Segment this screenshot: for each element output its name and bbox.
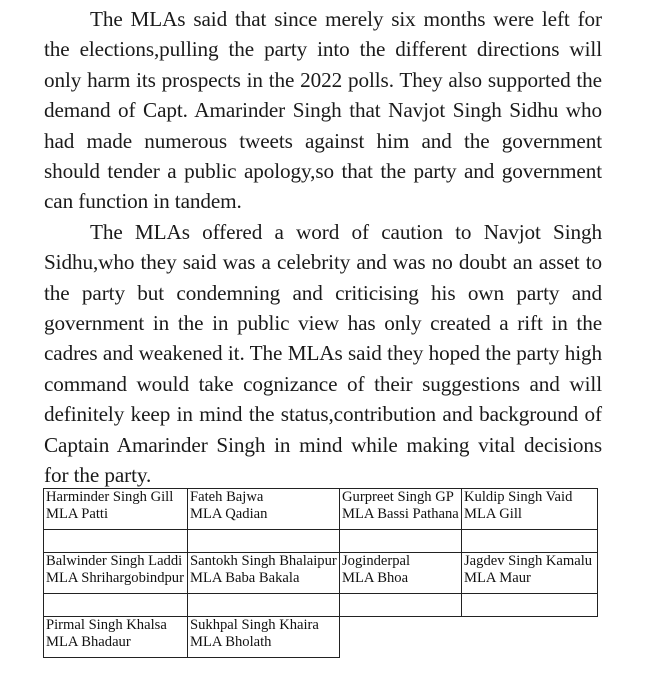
signatory-name: Santokh Singh Bhalaipur	[190, 553, 337, 569]
signatory-cell	[462, 553, 598, 594]
signatory-title: MLA Bhadaur	[46, 634, 131, 650]
paragraph: The MLAs said that since merely six months were left for the elections,pulling the party into the different directions will only harm its prospects in the 2022 polls. They also supported the demand of Capt. Amarinder Singh that Navjot Singh Sidhu who had made numerous tweets against him and the government should tender a public apology,so that the party and government can function in tandem.	[44, 7, 602, 214]
signatory-title: MLA Maur	[464, 570, 531, 586]
signatory-cell	[44, 489, 188, 530]
signatory-title: MLA Patti	[46, 506, 109, 522]
signatory-name: Pirmal Singh Khalsa	[46, 617, 167, 633]
signatory-name: Joginderpal	[342, 553, 411, 569]
paragraph: The MLAs offered a word of caution to Navjot Singh Sidhu,who they said was a celebrity and was no doubt an asset to the party but condemning and criticising his own party and government in the in public view has only created a rift in the cadres and weakened it. The MLAs said they hoped the party high command would take cognizance of their suggestions and will definitely keep in mind the status,contribution and background of Captain Amarinder Singh in mind while making vital decisions for the party.	[44, 219, 602, 488]
signatories-row	[44, 489, 598, 530]
signatory-title: MLA Baba Bakala	[190, 570, 300, 586]
signatory-cell	[188, 617, 340, 658]
signatories-row	[44, 617, 598, 658]
signatory-cell	[44, 617, 188, 658]
signatories-table	[43, 488, 598, 658]
signatory-title: MLA Shrihargobindpur	[46, 570, 184, 586]
signatory-cell	[44, 553, 188, 594]
signatories-row	[44, 553, 598, 594]
signatory-name: Gurpreet Singh GP	[342, 489, 454, 505]
signatory-name: Fateh Bajwa	[190, 489, 264, 505]
signatory-name: Sukhpal Singh Khaira	[190, 617, 319, 633]
signatory-title: MLA Bholath	[190, 634, 272, 650]
signatory-cell	[340, 489, 462, 530]
signatory-cell	[188, 553, 340, 594]
signatory-name: Harminder Singh Gill	[46, 489, 174, 505]
signatory-name: Balwinder Singh Laddi	[46, 553, 183, 569]
signatory-title: MLA Bassi Pathana	[342, 506, 459, 522]
spacer-row	[44, 594, 598, 617]
signatory-title: MLA Qadian	[190, 506, 268, 522]
article-body	[44, 4, 602, 491]
spacer-row	[44, 530, 598, 553]
signatory-cell	[340, 553, 462, 594]
signatory-cell-empty	[340, 617, 462, 658]
signatory-cell-empty	[462, 617, 598, 658]
signatory-cell	[188, 489, 340, 530]
signatory-name: Jagdev Singh Kamalu	[464, 553, 593, 569]
signatory-cell	[462, 489, 598, 530]
signatory-title: MLA Bhoa	[342, 570, 409, 586]
signatory-title: MLA Gill	[464, 506, 522, 522]
signatory-name: Kuldip Singh Vaid	[464, 489, 573, 505]
